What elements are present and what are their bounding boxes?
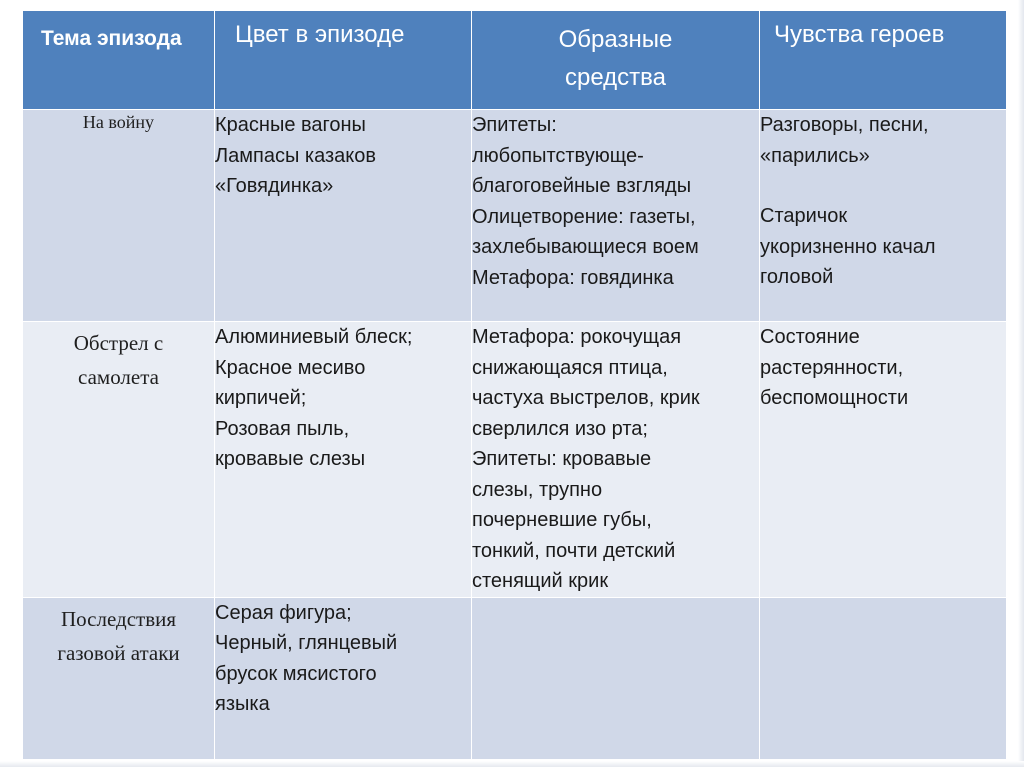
cell-topic <box>23 110 215 322</box>
cell-color: Алюминиевый блеск; Красное месиво кирпичей; Розовая пыль, кровавые слезы <box>215 322 472 598</box>
cell-topic <box>23 322 215 598</box>
topic-text: На войну <box>82 112 155 132</box>
header-row <box>23 11 1007 110</box>
table-row <box>23 322 1007 598</box>
slide-edge-right <box>1018 0 1024 767</box>
cell-feelings: Состояние растерянности, беспомощности <box>760 322 1007 598</box>
episode-table <box>22 10 1007 760</box>
table-row <box>23 597 1007 759</box>
cell-color: Красные вагоны Лампасы казаков «Говядинка» <box>215 110 472 322</box>
cell-means: Метафора: рокочущая снижающаяся птица, частуха выстрелов, крик сверлился изо рта; Эпитеты: кровавые слезы, трупно почерневшие губы, тонкий, почти детский стенящий крик <box>472 322 760 598</box>
topic-text: Обстрел с самолета <box>73 331 164 389</box>
header-color: Цвет в эпизоде <box>215 11 472 110</box>
cell-means <box>472 597 760 759</box>
slide-edge-bottom <box>0 761 1024 767</box>
header-feelings: Чувства героев <box>760 11 1007 110</box>
header-means: Образные средства <box>472 11 760 110</box>
cell-feelings: Разговоры, песни, «парились» Старичок укоризненно качал головой <box>760 110 1007 322</box>
cell-topic <box>23 597 215 759</box>
topic-text: Последствия газовой атаки <box>57 606 180 665</box>
cell-feelings <box>760 597 1007 759</box>
cell-means: Эпитеты: любопытствующе- благоговейные взгляды Олицетворение: газеты, захлебывающиеся воем Метафора: говядинка <box>472 110 760 322</box>
cell-color: Серая фигура; Черный, глянцевый брусок мясистого языка <box>215 597 472 759</box>
header-topic: Тема эпизода <box>23 11 215 110</box>
table-row <box>23 110 1007 322</box>
